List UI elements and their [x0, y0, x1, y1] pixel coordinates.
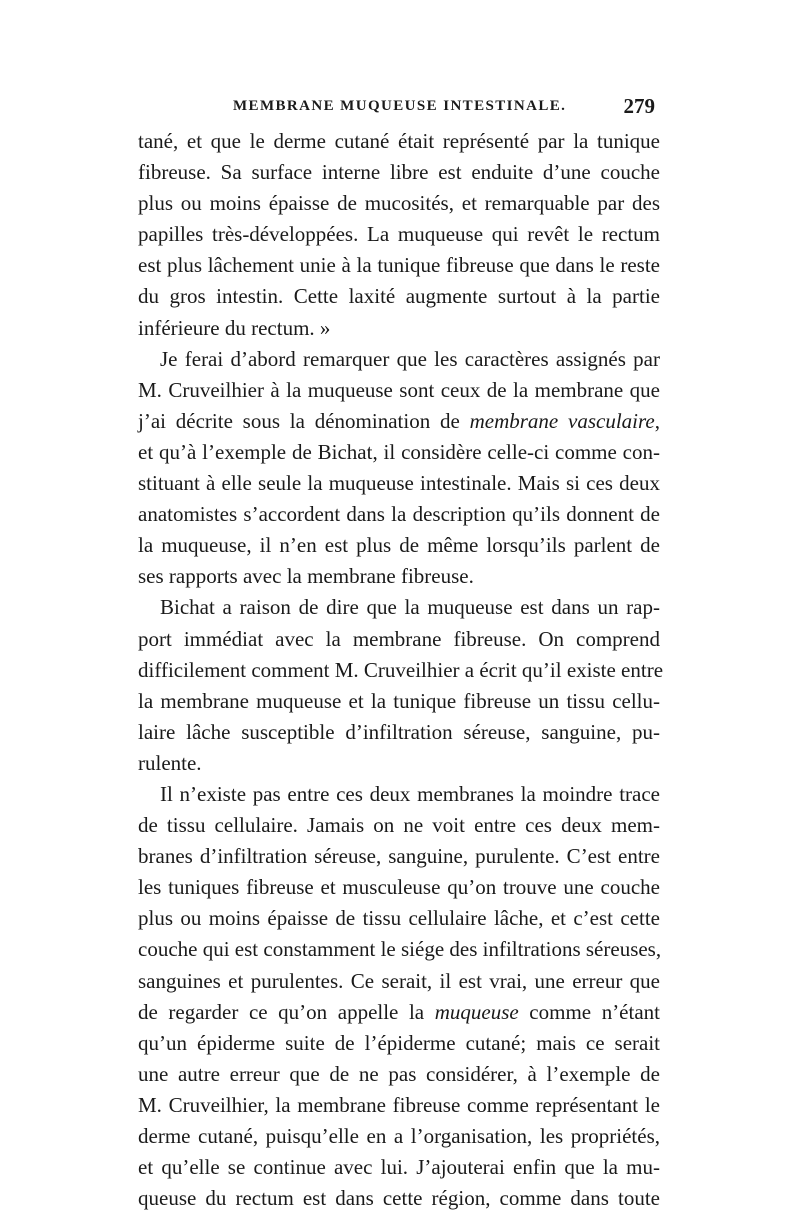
- text-line: difficilement comment M. Cruveilhier a écrit qu’il existe entre: [138, 657, 664, 682]
- text-line: tané, et que le derme cutané était représenté par la tunique: [138, 129, 660, 153]
- text-segment: de regarder ce qu’on appelle la: [138, 999, 435, 1024]
- body-text: [138, 126, 664, 1214]
- text-line: rulente.: [138, 750, 202, 775]
- text-line: Bichat a raison de dire que la muqueuse est dans un rap-: [160, 595, 660, 620]
- text-line: [138, 997, 660, 1028]
- text-line: qu’un épiderme suite de l’épiderme cutané; mais ce serait: [138, 1030, 660, 1055]
- text-line: couche qui est constamment le siége des infiltrations séreuses,: [138, 937, 662, 962]
- running-title: MEMBRANE MUQUEUSE INTESTINALE.: [233, 98, 567, 114]
- text-segment: comme n’étant: [518, 999, 660, 1024]
- text-line: port immédiat avec la membrane fibreuse. On comprend: [138, 626, 660, 651]
- text-line: laire lâche susceptible d’infiltration séreuse, sanguine, pu-: [138, 719, 660, 744]
- text-line: papilles très-développées. La muqueuse qui revêt le rectum: [138, 222, 660, 247]
- text-segment: ,: [654, 408, 660, 433]
- text-line: M. Cruveilhier, la membrane fibreuse comme représentant le: [138, 1092, 660, 1117]
- text-line: la membrane muqueuse et la tunique fibreuse un tissu cellu-: [138, 688, 660, 713]
- text-line: plus ou moins épaisse de mucosités, et remarquable par des: [138, 191, 660, 216]
- text-line: et qu’elle se continue avec lui. J’ajouterai enfin que la mu-: [138, 1155, 660, 1180]
- page-number: 279: [623, 94, 655, 118]
- text-line: est plus lâchement unie à la tunique fibreuse que dans le reste: [138, 253, 660, 278]
- text-line: Il n’existe pas entre ces deux membranes la moindre trace: [160, 781, 660, 806]
- text-line: Je ferai d’abord remarquer que les caractères assignés par: [160, 346, 660, 371]
- text-line: fibreuse. Sa surface interne libre est enduite d’une couche: [138, 160, 660, 185]
- text-line: anatomistes s’accordent dans la description qu’ils donnent de: [138, 502, 660, 527]
- text-line: sanguines et purulentes. Ce serait, il est vrai, une erreur que: [138, 968, 660, 993]
- text-line: les tuniques fibreuse et musculeuse qu’on trouve une couche: [138, 875, 660, 900]
- text-segment: j’ai décrite sous la dénomination de: [138, 408, 470, 433]
- text-line: du gros intestin. Cette laxité augmente surtout à la partie: [138, 284, 660, 309]
- text-line: la muqueuse, il n’en est plus de même lorsqu’ils parlent de: [138, 533, 660, 558]
- running-head: [138, 94, 658, 120]
- text-line: de tissu cellulaire. Jamais on ne voit entre ces deux mem-: [138, 813, 660, 838]
- italic-term: membrane vasculaire: [469, 408, 655, 433]
- text-line: ses rapports avec la membrane fibreuse.: [138, 564, 474, 589]
- text-line: inférieure du rectum. »: [138, 315, 331, 340]
- text-line: queuse du rectum est dans cette région, comme dans toute: [138, 1186, 660, 1211]
- text-line: une autre erreur que de ne pas considérer, à l’exemple de: [138, 1061, 660, 1086]
- text-line: [138, 406, 660, 437]
- italic-term: muqueuse: [434, 999, 519, 1024]
- text-line: plus ou moins épaisse de tissu cellulaire lâche, et c’est cette: [138, 906, 660, 931]
- text-line: M. Cruveilhier à la muqueuse sont ceux de la membrane que: [138, 377, 660, 402]
- text-line: stituant à elle seule la muqueuse intestinale. Mais si ces deux: [138, 471, 660, 496]
- text-line: derme cutané, puisqu’elle en a l’organisation, les propriétés,: [138, 1124, 660, 1148]
- text-line: et qu’à l’exemple de Bichat, il considère celle-ci comme con-: [138, 439, 660, 464]
- text-line: branes d’infiltration séreuse, sanguine, purulente. C’est entre: [138, 844, 660, 869]
